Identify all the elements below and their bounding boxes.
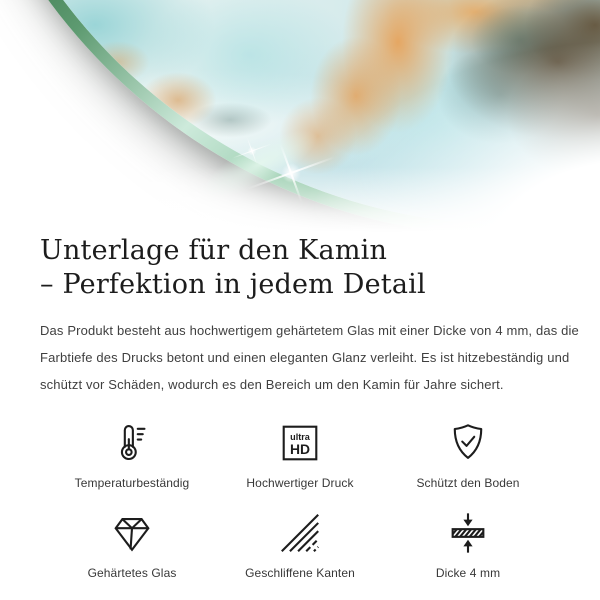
product-description-text (40, 317, 579, 398)
feature-label: Gehärtetes Glas (87, 566, 177, 580)
page-title (40, 234, 560, 302)
feature-polished-edges (216, 510, 384, 580)
feature-grid (48, 420, 552, 580)
description-line: schützt vor Schäden, wodurch es den Bereich um den Kamin für Jahre sichert. (40, 377, 504, 392)
thickness-icon (445, 510, 491, 556)
feature-thickness (384, 510, 552, 580)
feature-tempered-glass (48, 510, 216, 580)
product-description-section (0, 234, 600, 580)
feature-print-quality (216, 420, 384, 490)
description-line: Farbtiefe des Drucks betont und einen eleganten Glanz verleiht. Es ist hitzebeständig und (40, 350, 570, 365)
feature-floor-protection (384, 420, 552, 490)
ultra-hd-icon-text-top: ultra (290, 432, 310, 443)
beveled-edge-icon (277, 510, 323, 556)
diamond-icon (109, 510, 155, 556)
title-line-1: Unterlage für den Kamin (40, 235, 388, 266)
shield-check-icon (445, 420, 491, 466)
product-photo-glass-panel (0, 0, 600, 232)
feature-label: Hochwertiger Druck (246, 476, 354, 490)
feature-label: Temperaturbeständig (74, 476, 190, 490)
ultra-hd-icon-text-bottom: HD (289, 441, 311, 458)
feature-label: Dicke 4 mm (435, 566, 501, 580)
description-line: Das Produkt besteht aus hochwertigem gehärtetem Glas mit einer Dicke von 4 mm, das die (40, 323, 579, 338)
feature-label: Geschliffene Kanten (245, 566, 355, 580)
ultra-hd-icon (277, 420, 323, 466)
thermometer-icon (109, 420, 155, 466)
feature-temperature (48, 420, 216, 490)
title-line-2: – Perfektion in jedem Detail (40, 269, 426, 300)
feature-label: Schützt den Boden (416, 476, 520, 490)
